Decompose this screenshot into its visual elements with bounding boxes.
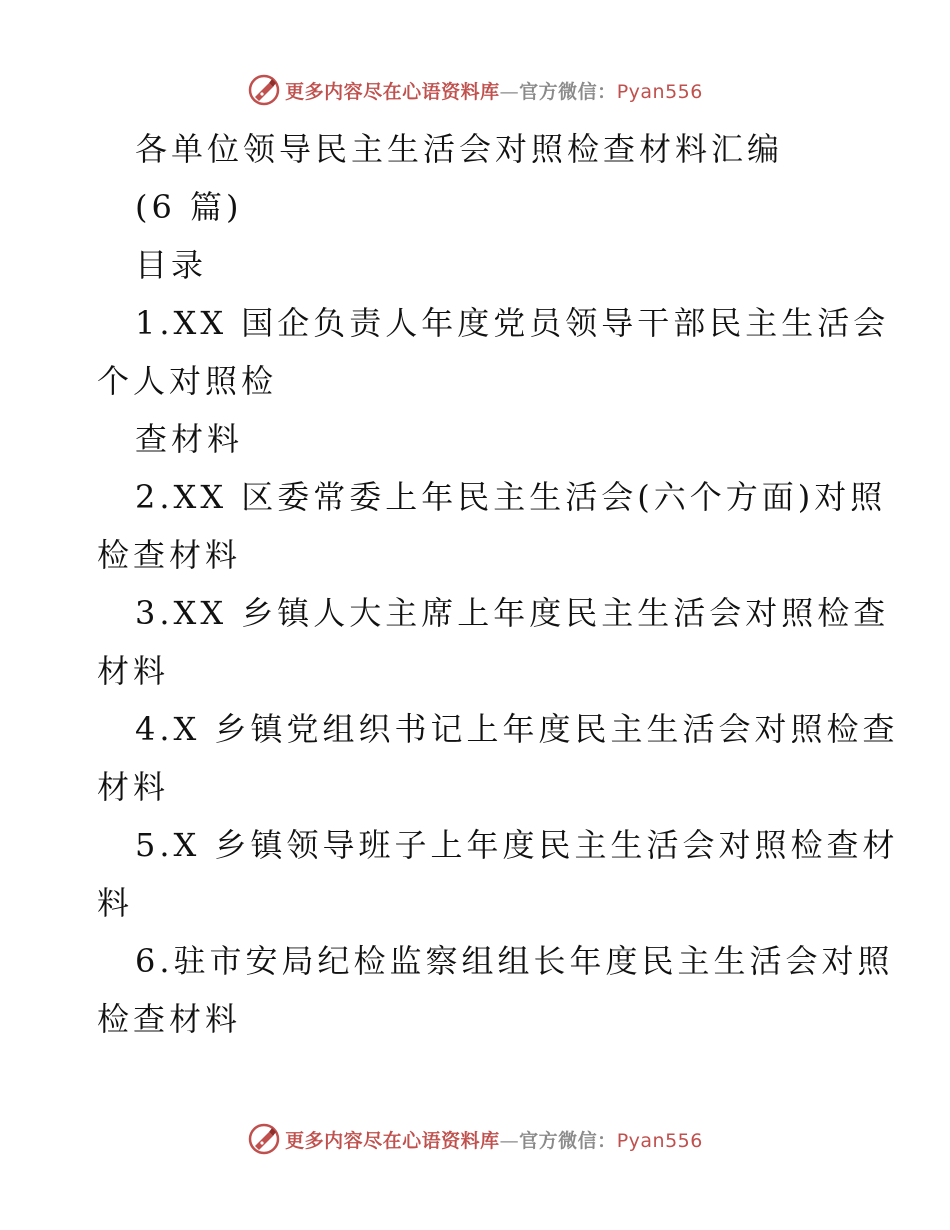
toc-item-1 (97, 294, 890, 468)
toc-item-4 (97, 700, 899, 816)
banner-dash: — (499, 1129, 520, 1152)
pen-nib-logo-icon (247, 73, 281, 107)
document-body (97, 120, 899, 1048)
toc-item-line: 查材料 (135, 420, 244, 458)
document-title: 各单位领导民主生活会对照检查材料汇编 (135, 130, 784, 168)
toc-item-line: 个人对照检 (97, 362, 278, 400)
toc-item-line: 4.X 乡镇党组织书记上年度民主生活会对照检查 (135, 710, 899, 748)
toc-item-line: 材料 (97, 768, 170, 806)
document-subtitle: (6 篇) (135, 188, 243, 226)
pen-nib-logo-icon (247, 1122, 281, 1156)
banner-wechat-label: 官方微信： (519, 80, 617, 103)
banner-wechat-id: Pyan556 (616, 80, 703, 103)
toc-item-line: 1.XX 国企负责人年度党员领导干部民主生活会 (135, 304, 890, 342)
toc-item-line: 检查材料 (97, 536, 242, 574)
toc-item-line: 2.XX 区委常委上年民主生活会(六个方面)对照 (135, 478, 887, 516)
banner-wechat-id: Pyan556 (616, 1129, 703, 1152)
banner-slogan: 更多内容尽在心语资料库 (285, 1129, 500, 1152)
toc-item-line: 料 (97, 884, 134, 922)
toc-item-5 (97, 816, 899, 932)
footer-banner (0, 1119, 950, 1159)
toc-heading: 目录 (135, 246, 208, 284)
banner-wechat-label: 官方微信： (519, 1129, 617, 1152)
toc-item-2 (97, 468, 887, 584)
banner-slogan: 更多内容尽在心语资料库 (285, 80, 500, 103)
toc-item-6 (97, 932, 894, 1048)
banner-dash: — (499, 80, 520, 103)
toc-item-line: 3.XX 乡镇人大主席上年度民主生活会对照检查 (135, 594, 890, 632)
toc-item-line: 检查材料 (97, 1000, 242, 1038)
toc-item-line: 5.X 乡镇领导班子上年度民主生活会对照检查材 (135, 826, 899, 864)
header-banner (0, 70, 950, 110)
toc-item-line: 材料 (97, 652, 170, 690)
toc-item-line: 6.驻市安局纪检监察组组长年度民主生活会对照 (135, 942, 894, 980)
toc-item-3 (97, 584, 890, 700)
